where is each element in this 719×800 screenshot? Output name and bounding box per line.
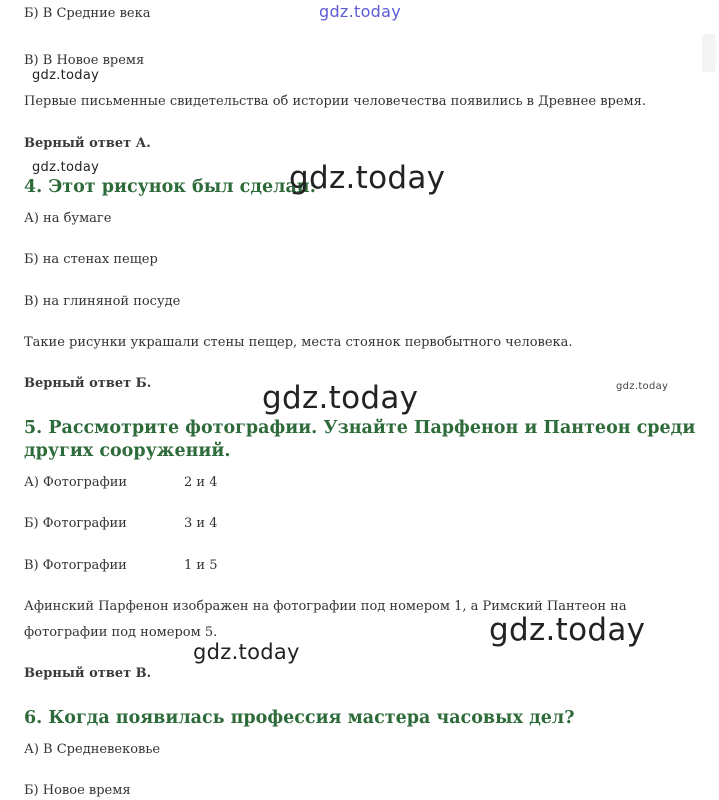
watermark-medium-1: gdz.today	[193, 640, 300, 664]
q4-option-c: В) на глиняной посуде	[24, 294, 181, 309]
q5-option-a	[24, 474, 217, 492]
watermark-large-3: gdz.today	[489, 612, 646, 648]
q3-option-c: В) В Новое время	[24, 53, 145, 68]
q5-option-a-label: А) Фотографии	[24, 475, 128, 490]
watermark-tiny-1: gdz.today	[616, 381, 669, 392]
q4-explanation: Такие рисунки украшали стены пещер, места стоянок первобытного человека.	[24, 335, 573, 350]
q5-option-c-label: В) Фотографии	[24, 558, 127, 573]
q5-explanation-line2: фотографии под номером 5.	[24, 625, 218, 640]
q5-title-line1: 5. Рассмотрите фотографии. Узнайте Парфенон и Пантеон среди	[24, 418, 696, 438]
q5-option-b-label: Б) Фотографии	[24, 516, 127, 531]
q4-option-a: А) на бумаге	[24, 211, 112, 226]
q6-option-b-cut: Б) Новое время	[24, 783, 131, 798]
watermark-top: gdz.today	[319, 2, 401, 21]
watermark-small-1: gdz.today	[32, 68, 100, 83]
scrollbar-thumb[interactable]	[702, 34, 716, 72]
q5-option-c-value: 1 и 5	[184, 558, 218, 573]
q5-option-c	[24, 557, 217, 575]
q5-option-b-value: 3 и 4	[184, 516, 218, 531]
q5-option-b	[24, 515, 217, 533]
q3-answer: Верный ответ А.	[24, 136, 151, 151]
watermark-small-2: gdz.today	[32, 160, 100, 175]
q6-option-a: А) В Средневековье	[24, 742, 161, 757]
cut-off-text-top: Б) В Средние века	[24, 6, 151, 21]
watermark-large-1: gdz.today	[289, 160, 446, 196]
q5-explanation-line1: Афинский Парфенон изображен на фотографии под номером 1, а Римский Пантеон на	[24, 599, 627, 614]
q5-title-line2: других сооружений.	[24, 441, 231, 461]
q4-option-b: Б) на стенах пещер	[24, 252, 158, 267]
watermark-large-2: gdz.today	[262, 380, 419, 416]
q4-answer: Верный ответ Б.	[24, 376, 152, 391]
q5-option-a-value: 2 и 4	[184, 475, 218, 490]
q4-title: 4. Этот рисунок был сделан:	[24, 177, 317, 197]
q3-explanation: Первые письменные свидетельства об истории человечества появились в Древнее время.	[24, 94, 646, 109]
q6-title: 6. Когда появилась профессия мастера часовых дел?	[24, 708, 575, 728]
q5-answer: Верный ответ В.	[24, 666, 152, 681]
